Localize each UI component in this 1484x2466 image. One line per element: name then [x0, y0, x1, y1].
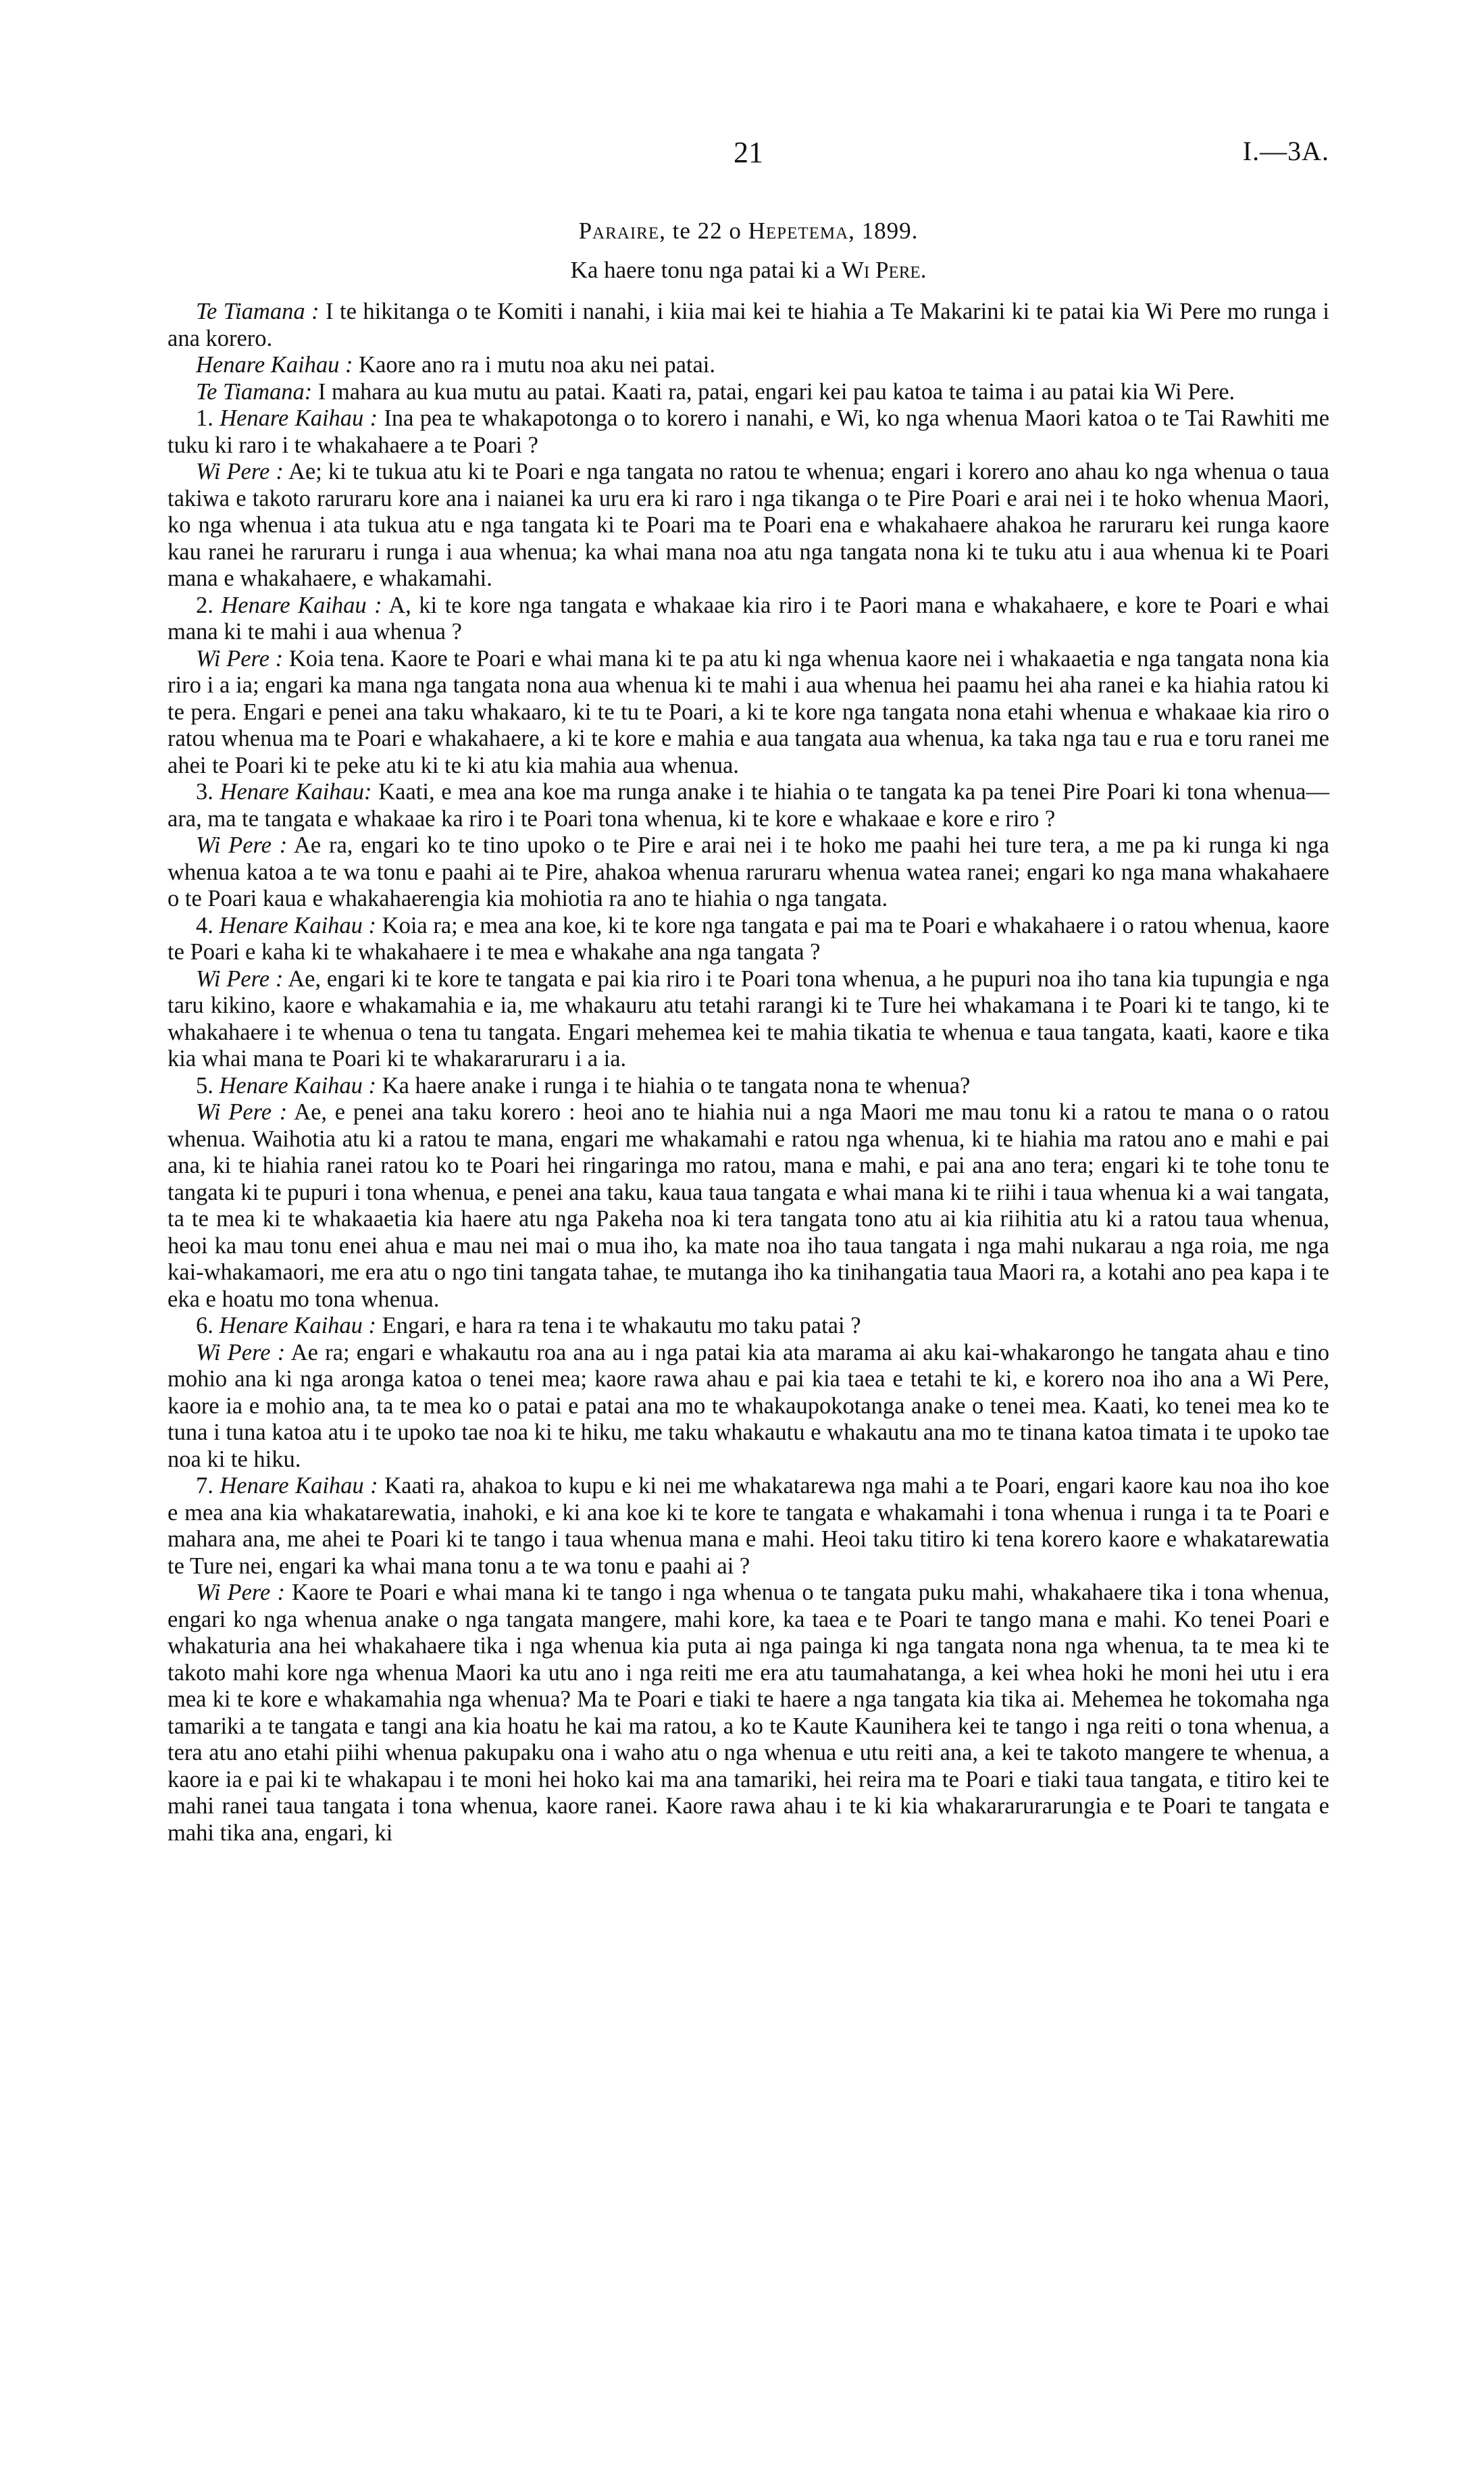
speaker-name: Te Tiamana: [196, 378, 313, 405]
date-heading [168, 218, 1329, 245]
speaker-name: Te Tiamana : [196, 299, 319, 324]
paragraph-text: Ae; ki te tukua atu ki te Poari e nga tangata no ratou te whenua; engari i korero ano ahau ko nga whenua o taua takiwa e takoto raruraru kore ana i naianei ka uru era ki raro i nga tikanga o te Pire Poari e arai nei i te hoko whenua Maori, ko nga whenua i ata tukua atu e nga tangata ki te Poari ma te Poari ena e whakahaere ahakoa he raruraru kei runga kaore kau ranei he raruraru i runga i aua whenua; ka whai mana noa atu nga tangata nona ki te tuku atu i aua whenua ki te Poari mana e whakahaere, e whakamahi. [168, 459, 1329, 591]
speaker-name: Wi Pere : [196, 965, 284, 992]
paragraph-text: Ae ra, engari ko te tino upoko o te Pire e arai nei i te hoko me paahi hei ture tera, a me pa ki runga ki nga whenua katoa a te wa tonu e paahi ai te Pire, ahakoa whenua raruraru whenua watea ranei; engari ko nga mana whakahaere o te Poari kaua e whakahaerengia kia mohiotia ra ano te hiahia o nga tangata. [168, 832, 1329, 911]
paragraph [168, 1473, 1329, 1580]
paragraph-text: Kaati ra, ahakoa to kupu e ki nei me whakatarewa nga mahi a te Poari, engari kaore kau noa iho koe e mea ana kia whakatarewatia, inahoki, e ki ana koe ki te kore te tangata e whakamahi i tona whenua i runga i ta te Poari e mahara ana, me ahei te Poari ki te tango i taua whenua mana e mahi. Heoi taku titiro ki tena korero kaore e whakatarewatia te Ture nei, engari ka whai mana tonu a te wa tonu e paahi ai ? [168, 1473, 1329, 1579]
date-year: , 1899. [848, 218, 919, 244]
paragraph [168, 1073, 1329, 1100]
paragraph [168, 1340, 1329, 1474]
paragraph [168, 966, 1329, 1073]
speaker-name: Henare Kaihau: [220, 779, 372, 805]
subtitle-name: Wi Pere [841, 257, 921, 283]
paragraph-text: Engari, e hara ra tena i te whakautu mo taku patai ? [376, 1313, 861, 1338]
document-page [168, 135, 1329, 1846]
speaker-name: Wi Pere : [196, 1339, 286, 1365]
date-rest: , te 22 o [659, 218, 748, 244]
paragraph [168, 593, 1329, 646]
paragraph-text: Kaore te Poari e whai mana ki te tango i nga whenua o te tangata puku mahi, whakahaere tika i tona whenua, engari ko nga whenua anake o nga tangata mangere, mahi kore, ka taea e te Poari te tango mana e mahi. Ko tenei Poari e whakaturia ana hei whakahaere tika i nga whenua kia puta ai nga painga ki nga tangata nona nga whenua, ta te mea ki te takoto mahi kore nga whenua Maori ka utu ano i nga reiti me era atu taumahatanga, a kei whea hoki he moni hei utu i era mea ki te kore e whakamahia nga whenua? Ma te Poari e tiaki te haere a nga tangata kia tika ai. Mehemea he tokomaha nga tamariki a te tangata e tangi ana kia hoatu he kai ma ratou, a ko te Kaute Kaunihera kei te tango i nga reiti o tona whenua, a tera atu ano etahi piihi whenua pakupaku ona i waho atu o nga whenua e utu reiti ana, a kei te takoto mangere te whenua, a kaore ia e pai ki te whakapau i te moni hei hoko kai ma ana tamariki, hei reira ma te Poari e tiaki taua tangata, e titiro kei te mahi ranei taua tangata i tona whenua, kaore ranei. Kaore rawa ahau i te ki kia whakararurarungia e te Poari te tangata e mahi tika ana, engari, ki [168, 1580, 1329, 1846]
paragraph-text: Kaore ano ra i mutu noa aku nei patai. [353, 352, 715, 378]
paragraph-text: I te hikitanga o te Komiti i nanahi, i kiia mai kei te hiahia a Te Makarini ki te patai kia Wi Pere mo runga i ana korero. [168, 299, 1329, 351]
question-number: 6. [196, 1313, 220, 1338]
question-number: 5. [196, 1072, 220, 1099]
question-number: 7. [196, 1473, 220, 1499]
paragraph-text: Ae ra; engari e whakautu roa ana au i nga patai kia ata marama ai aku kai-whakarongo he tangata ahau e tino mohio ana ki nga aronga katoa o tenei mea; kaore rawa ahau e pai kia taea e tetahi te ki, e korero noa iho ana a Wi Pere, kaore ia e mohio ana, ta te mea ko o patai e patai ana mo te whakaupokotanga anake o tenei mea. Kaati, ko tenei mea ko te tuna i tuna katoa atu i te upoko tae noa ki te hiku, me taku whakautu e whakautu ana mo te tinana katoa timata i te upoko tae noa ki te hiku. [168, 1339, 1329, 1472]
document-body [168, 299, 1329, 1846]
page-number: 21 [734, 136, 763, 169]
question-number: 4. [196, 912, 220, 938]
paragraph-text: I mahara au kua mutu au patai. Kaati ra, patai, engari kei pau katoa te taima i au patai kia Wi Pere. [312, 378, 1235, 405]
speaker-name: Henare Kaihau : [196, 352, 353, 378]
paragraph [168, 832, 1329, 913]
paragraph [168, 379, 1329, 406]
speaker-name: Henare Kaihau : [220, 405, 378, 431]
paragraph [168, 779, 1329, 832]
section-subtitle [168, 257, 1329, 284]
speaker-name: Henare Kaihau : [220, 1473, 378, 1499]
paragraph-text: Ka haere anake i runga i te hiahia o te tangata nona te whenua? [376, 1072, 971, 1099]
speaker-name: Henare Kaihau : [219, 1313, 377, 1338]
paragraph-text: Ae, engari ki te kore te tangata e pai kia riro i te Poari tona whenua, a he pupuri noa iho tana kia tupungia e nga taru kikino, kaore e whakamahia e ia, me whakauru atu tetahi rarangi ki te Ture hei whakamana i te Poari ki te tango, ki te whakahaere i te whenua o tena tu tangata. Engari mehemea kei te mahia tikatia te whenua e taua tangata, kaati, kaore e tika kia whai mana te Poari ki te whakararuraru i a ia. [168, 965, 1329, 1072]
question-number: 1. [196, 405, 220, 431]
speaker-name: Henare Kaihau : [219, 912, 377, 938]
subtitle-end: . [920, 257, 927, 283]
paper-reference: I.—3A. [1242, 136, 1329, 166]
paragraph [168, 1099, 1329, 1313]
paragraph-text: Ae, e penei ana taku korero : heoi ano te hiahia nui a nga Maori me mau tonu ki a ratou te mana o o ratou whenua. Waihotia atu ki a ratou te mana, engari me whakamahi e ratou nga whenua, ki te hiahia ma ratou ano e mahi e pai ana, ki te hiahia ranei ratou ko te Poari hei ringaringa mo ratou, mana e mahi, e pai ana ano tera; engari ki te tohe tonu te tangata ki te pupuri i tona whenua, e penei ana taku, kaua taua tangata e whai mana ki te riihi i taua whenua ki a wai tangata, ta te mea ki te whakaaetia kia haere atu nga Pakeha noa ki tera tangata tono atu ai kia riihitia atu ki a ratou taua whenua, heoi ka mau tonu enei ahua e mau nei mai o mua iho, ka mate noa iho taua tangata i nga mahi nukarau a nga roia, me nga kai-whakamaori, me era atu o ngo tini tangata tahae, te mutanga iho ka tinihangatia taua Maori ra, a kotahi ano pea kapa i te eka e hoatu mo tona whenua. [168, 1099, 1329, 1312]
paragraph [168, 459, 1329, 593]
paragraph [168, 1580, 1329, 1846]
speaker-name: Wi Pere : [196, 832, 288, 858]
paragraph [168, 352, 1329, 379]
speaker-name: Wi Pere : [196, 1580, 285, 1605]
paragraph [168, 646, 1329, 780]
question-number: 3. [196, 779, 220, 805]
paragraph [168, 299, 1329, 352]
speaker-name: Wi Pere : [196, 645, 284, 672]
subtitle-text: Ka haere tonu nga patai ki a [570, 257, 842, 283]
paragraph-text: Koia tena. Kaore te Poari e whai mana ki te pa atu ki nga whenua kaore nei i whakaaetia e nga tangata nona kia riro i a ia; engari ka mana nga tangata nona aua whenua ki te mahi i aua whenua hei paamu hei aha ranei e ka hiahia ratou ki te pera. Engari e penei ana taku whakaaro, ki te tu te Poari, a ki te kore nga tangata nona etahi whenua e whakaae kia riro o ratou whenua ma te Poari e whakahaere, a ki te kore e mahia e aua tangata aua whenua, ka taka nga tau e rua e toru ranei me ahei te Poari ki te peke atu ki te ki atu kia mahia aua whenua. [168, 645, 1329, 778]
question-number: 2. [196, 592, 222, 618]
paragraph-text: Ina pea te whakapotonga o to korero i nanahi, e Wi, ko nga whenua Maori katoa o te Tai Rawhiti me tuku ki raro i te whakahaere a te Poari ? [168, 405, 1330, 458]
page-header [168, 135, 1329, 176]
speaker-name: Henare Kaihau : [221, 592, 382, 618]
paragraph [168, 405, 1329, 459]
paragraph [168, 1313, 1329, 1340]
paragraph-text: A, ki te kore nga tangata e whakaae kia riro i te Paori mana e whakahaere, e kore te Poari e whai mana ki te mahi i aua whenua ? [168, 592, 1329, 645]
speaker-name: Henare Kaihau : [219, 1072, 377, 1099]
speaker-name: Wi Pere : [196, 1099, 288, 1125]
paragraph [168, 913, 1329, 966]
paragraph-text: Kaati, e mea ana koe ma runga anake i te hiahia o te tangata ka pa tenei Pire Poari ki tona whenua— ara, ma te tangata e whakaae ka riro i te Poari tona whenua, ki te kore e whakaae e kore e riro ? [168, 779, 1329, 832]
paragraph-text: Koia ra; e mea ana koe, ki te kore nga tangata e pai ma te Poari e whakahaere i o ratou whenua, kaore te Poari e kaha ki te whakahaere i te mea e whakahe ana nga tangata ? [168, 912, 1330, 965]
date-day: Paraire [578, 218, 660, 244]
speaker-name: Wi Pere : [196, 459, 284, 484]
date-month: Hepetema [748, 218, 849, 244]
